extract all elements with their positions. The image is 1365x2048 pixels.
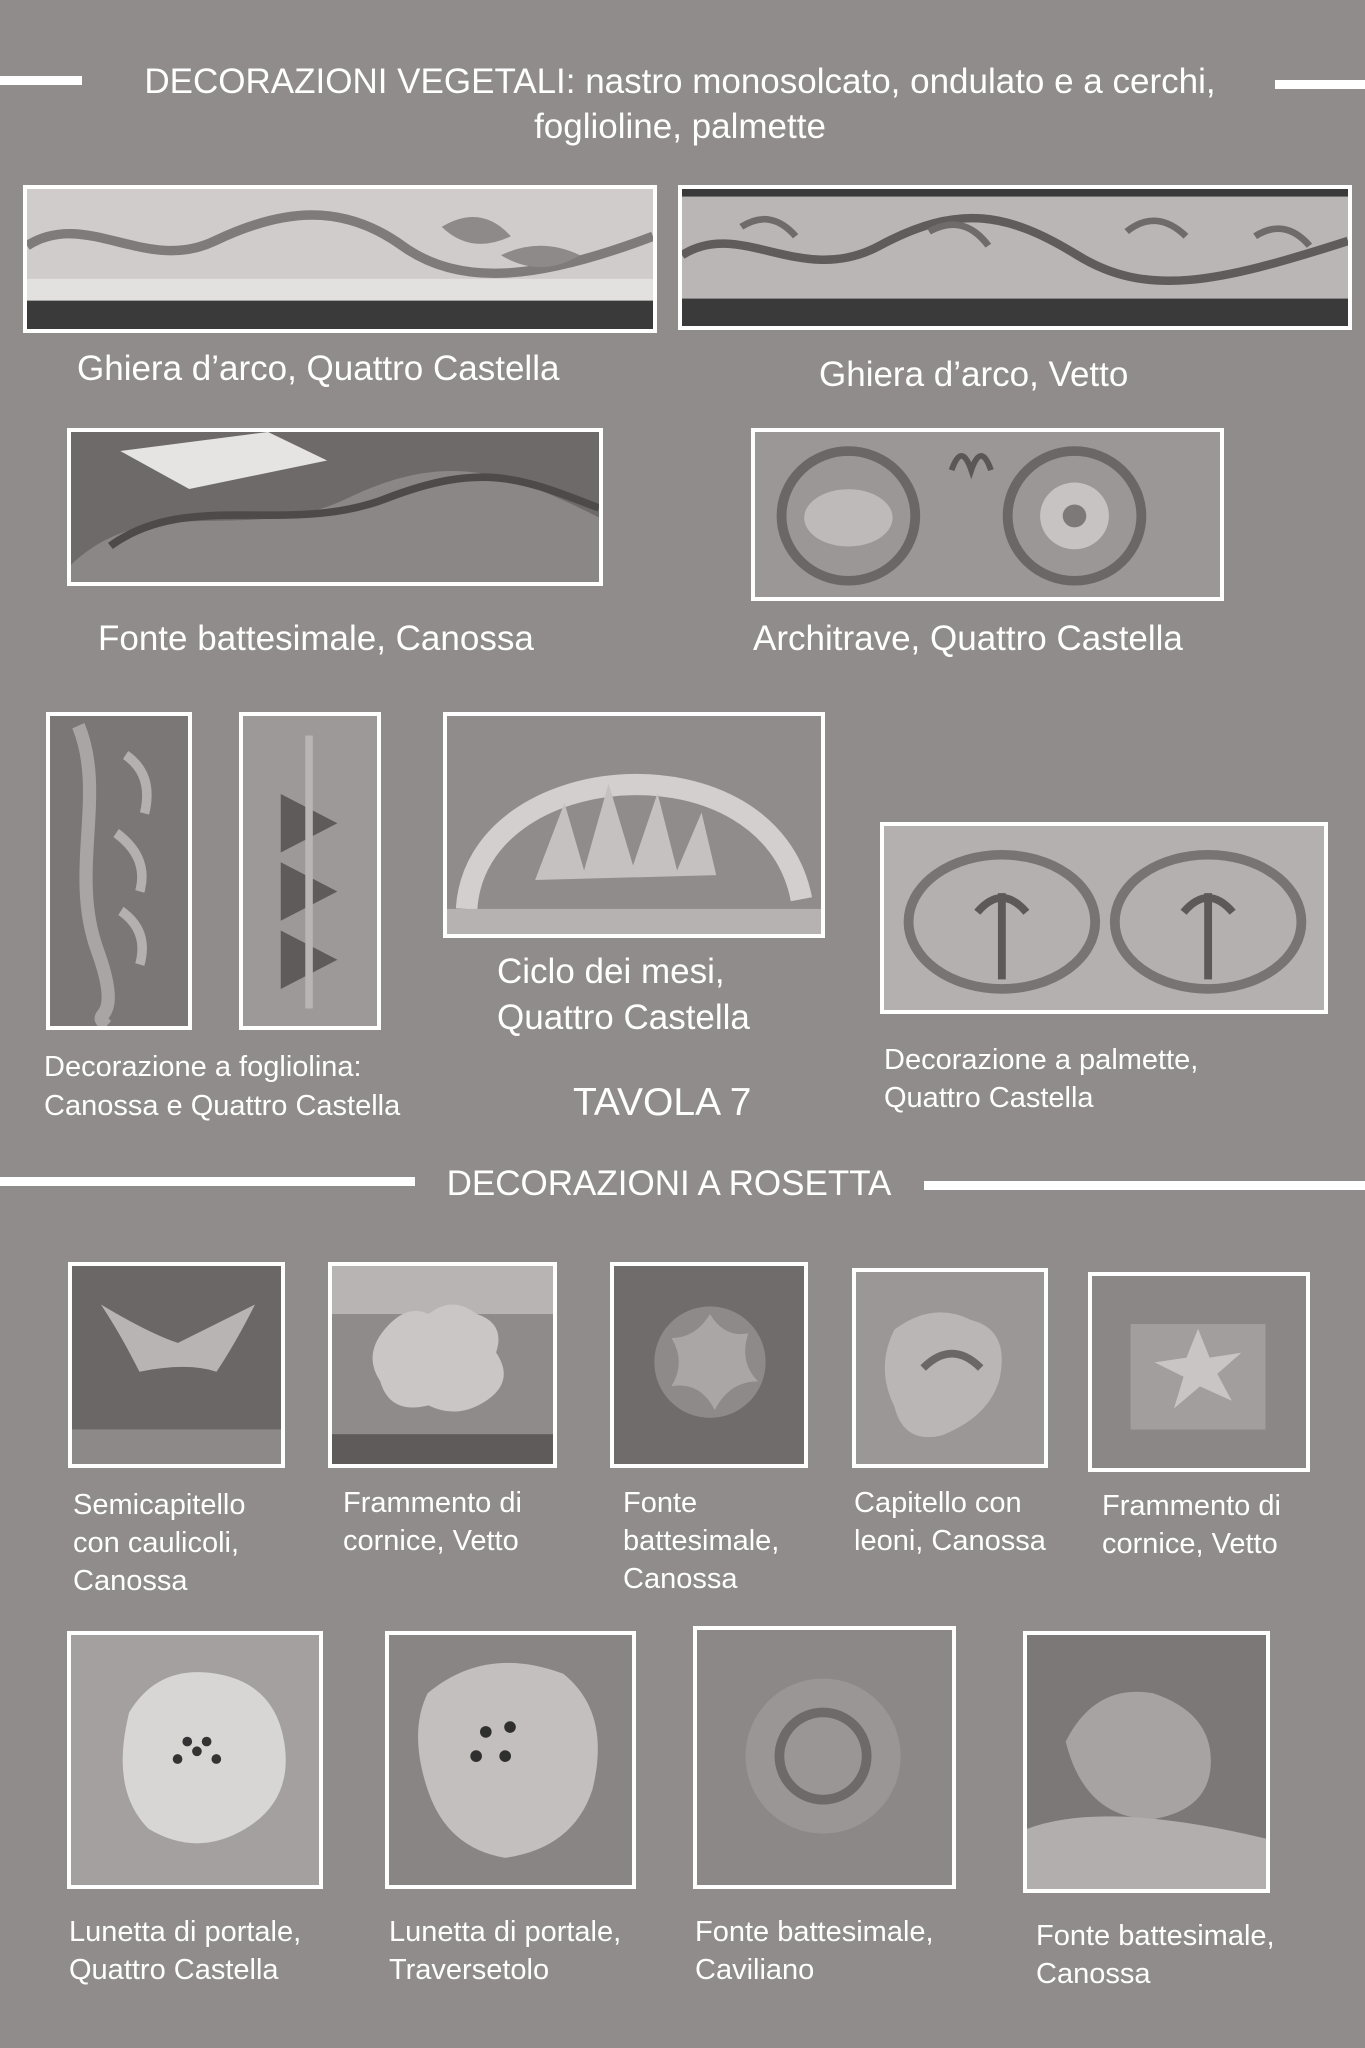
- caption-lunetta-traversetolo-line1: Lunetta di portale,: [389, 1916, 622, 1948]
- photo-rosette-fonte-canossa: [610, 1262, 808, 1468]
- caption-cornice-vetto-2-line2: cornice, Vetto: [1102, 1528, 1278, 1560]
- photo-ghiera-vetto: [678, 185, 1352, 330]
- section-title-vegetal-line1: DECORAZIONI VEGETALI: nastro monosolcato, ondulato e a cerchi,: [144, 62, 1216, 101]
- photo-architrave-quattro-castella: [751, 428, 1224, 601]
- caption-fonte-canossa-2-line2: Canossa: [1036, 1958, 1151, 1990]
- photo-rosette-fonte-caviliano: [693, 1626, 956, 1889]
- caption-lunetta-qc-line2: Quattro Castella: [69, 1954, 279, 1986]
- caption-fonte-canossa-line3: Canossa: [623, 1563, 738, 1595]
- photo-ghiera-quattro-castella: [23, 185, 657, 333]
- photo-rosette-cornice-vetto-2: [1088, 1272, 1310, 1472]
- section-title-vegetal-line2: foglioline, palmette: [534, 107, 826, 146]
- caption-lunetta-qc-line1: Lunetta di portale,: [69, 1916, 302, 1948]
- caption-palmette-line2: Quattro Castella: [884, 1082, 1094, 1114]
- photo-rosette-cornice-vetto-1: [328, 1262, 557, 1468]
- caption-capitello-leoni-line1: Capitello con: [854, 1487, 1022, 1519]
- caption-cornice-vetto-2-line1: Frammento di: [1102, 1490, 1281, 1522]
- caption-fogliolina-line2: Canossa e Quattro Castella: [44, 1090, 401, 1122]
- caption-fonte-canossa-line1: Fonte: [623, 1487, 698, 1519]
- caption-semicapitello-line3: Canossa: [73, 1565, 188, 1597]
- caption-fonte-caviliano-line1: Fonte battesimale,: [695, 1916, 934, 1948]
- rosette-rule-left: [0, 1177, 415, 1186]
- caption-lunetta-traversetolo-line2: Traversetolo: [389, 1954, 550, 1986]
- caption-semicapitello-line1: Semicapitello: [73, 1489, 246, 1521]
- caption-architrave-quattro-castella: Architrave, Quattro Castella: [753, 619, 1183, 658]
- header-rule-left: [0, 76, 82, 85]
- photo-rosette-lunetta-traversetolo: [385, 1631, 636, 1889]
- section-title-rosette: DECORAZIONI A ROSETTA: [446, 1164, 892, 1203]
- photo-rosette-semicapitello: [68, 1262, 285, 1468]
- photo-fogliolina-quattro-castella: [239, 712, 381, 1030]
- caption-fonte-canossa-line2: battesimale,: [623, 1525, 780, 1557]
- caption-fogliolina-line1: Decorazione a fogliolina:: [44, 1051, 362, 1083]
- header-rule-right: [1275, 80, 1365, 89]
- photo-ciclo-dei-mesi: [443, 712, 825, 938]
- photo-rosette-capitello-leoni: [852, 1268, 1048, 1468]
- caption-ciclo-dei-mesi-line2: Quattro Castella: [497, 998, 750, 1037]
- caption-ciclo-dei-mesi-line1: Ciclo dei mesi,: [497, 952, 725, 991]
- caption-cornice-vetto-1-line1: Frammento di: [343, 1487, 522, 1519]
- photo-fonte-battesimale-canossa: [67, 428, 603, 586]
- caption-ghiera-vetto: Ghiera d’arco, Vetto: [819, 355, 1129, 394]
- photo-fogliolina-canossa: [46, 712, 192, 1030]
- caption-ghiera-quattro-castella: Ghiera d’arco, Quattro Castella: [77, 349, 560, 388]
- caption-fonte-canossa-2-line1: Fonte battesimale,: [1036, 1920, 1275, 1952]
- photo-rosette-lunetta-quattro-castella: [67, 1631, 323, 1889]
- caption-palmette-line1: Decorazione a palmette,: [884, 1044, 1199, 1076]
- caption-semicapitello-line2: con caulicoli,: [73, 1527, 240, 1559]
- photo-palmette-quattro-castella: [880, 822, 1328, 1014]
- rosette-rule-right: [924, 1181, 1365, 1190]
- caption-fonte-battesimale-canossa: Fonte battesimale, Canossa: [98, 619, 534, 658]
- plate-label: TAVOLA 7: [573, 1081, 752, 1124]
- caption-capitello-leoni-line2: leoni, Canossa: [854, 1525, 1046, 1557]
- photo-rosette-fonte-canossa-2: [1023, 1631, 1270, 1893]
- caption-fonte-caviliano-line2: Caviliano: [695, 1954, 815, 1986]
- caption-cornice-vetto-1-line2: cornice, Vetto: [343, 1525, 519, 1557]
